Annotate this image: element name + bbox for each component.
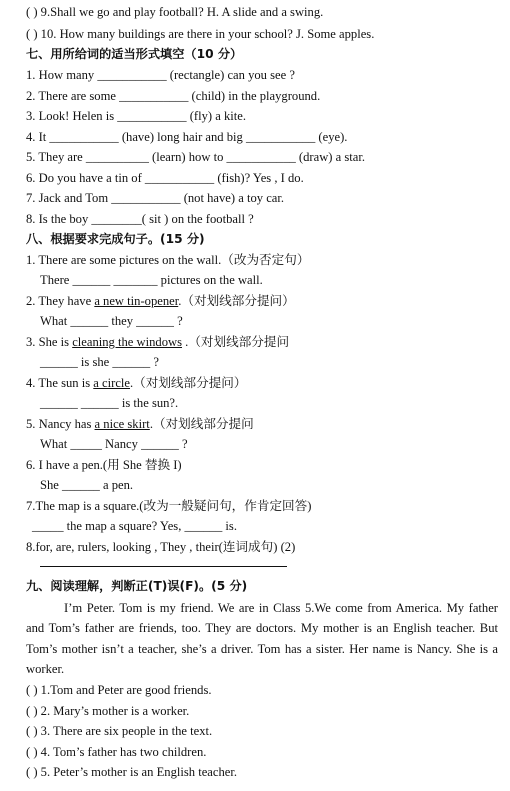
sentence-7-prompt: 7.The map is a square.(改为一般疑问句，作肯定回答): [26, 499, 312, 513]
sentence-1-prompt: 1. There are some pictures on the wall.（改为否定句）: [26, 253, 310, 267]
underlined-phrase: cleaning the windows: [72, 335, 183, 349]
reading-passage: I’m Peter. Tom is my friend. We are in Class 5.We come from America. My father and Tom’s father are friends, too. They are doctors. My mother is an English teacher. But Tom’s mother isn’t a teacher, she’s a driver. Tom has a sister. Her name is Nancy. She is a worker.: [26, 601, 498, 677]
fill-item-8: 8. Is the boy ________( sit ) on the football ?: [26, 212, 254, 226]
sentence-4-answer: ______ ______ is the sun?.: [40, 396, 179, 410]
reading-item-4: ( ) 4. Tom’s father has two children.: [26, 745, 207, 759]
fill-item-4: 4. It ___________ (have) long hair and big ___________ (eye).: [26, 130, 348, 144]
section-7-title: 七、用所给词的适当形式填空（10 分）: [26, 47, 243, 61]
fill-item-1: 1. How many ___________ (rectangle) can you see ?: [26, 68, 295, 82]
reading-item-1: ( ) 1.Tom and Peter are good friends.: [26, 683, 212, 697]
section-9-title: 九、阅读理解，判断正(T)误(F)。(5 分): [26, 579, 248, 593]
sentence-4-prompt: 4. The sun is a circle.（对划线部分提问）: [26, 376, 247, 390]
underlined-phrase: a circle: [93, 376, 130, 390]
reading-item-5: ( ) 5. Peter’s mother is an English teacher.: [26, 765, 238, 779]
fill-item-5: 5. They are __________ (learn) how to ___________ (draw) a star.: [26, 150, 366, 164]
sentence-6-prompt: 6. I have a pen.(用 She 替换 I): [26, 458, 182, 472]
sentence-2-prompt: 2. They have a new tin-opener.（对划线部分提问）: [26, 294, 295, 308]
reading-item-3: ( ) 3. There are six people in the text.: [26, 724, 213, 738]
underlined-phrase: a new tin-opener: [94, 294, 179, 308]
sentence-3-prompt: 3. She is cleaning the windows .（对划线部分提问: [26, 335, 290, 349]
sentence-2-answer: What ______ they ______ ?: [40, 314, 183, 328]
fill-item-2: 2. There are some ___________ (child) in the playground.: [26, 89, 321, 103]
sentence-6-answer: She ______ a pen.: [40, 478, 134, 492]
sentence-7-answer: _____ the map a square? Yes, ______ is.: [32, 519, 237, 533]
sentence-1-answer: There ______ _______ pictures on the wall.: [40, 273, 263, 287]
question-9: ( ) 9.Shall we go and play football? H. A slide and a swing.: [26, 5, 324, 19]
fill-item-6: 6. Do you have a tin of ___________ (fish)? Yes , I do.: [26, 171, 304, 185]
fill-item-3: 3. Look! Helen is ___________ (fly) a kite.: [26, 109, 246, 123]
section-8-title: 八、根据要求完成句子。(15 分): [26, 232, 205, 246]
question-10: ( ) 10. How many buildings are there in your school? J. Some apples.: [26, 27, 375, 41]
sentence-3-answer: ______ is she ______ ?: [40, 355, 159, 369]
underlined-phrase: a nice skirt: [94, 417, 150, 431]
fill-item-7: 7. Jack and Tom ___________ (not have) a toy car.: [26, 191, 285, 205]
sentence-5-prompt: 5. Nancy has a nice skirt.（对划线部分提问: [26, 417, 254, 431]
answer-line: [40, 566, 287, 567]
sentence-8-prompt: 8.for, are, rulers, looking , They , their(连词成句) (2): [26, 540, 296, 554]
reading-item-2: ( ) 2. Mary’s mother is a worker.: [26, 704, 190, 718]
sentence-5-answer: What _____ Nancy ______ ?: [40, 437, 188, 451]
